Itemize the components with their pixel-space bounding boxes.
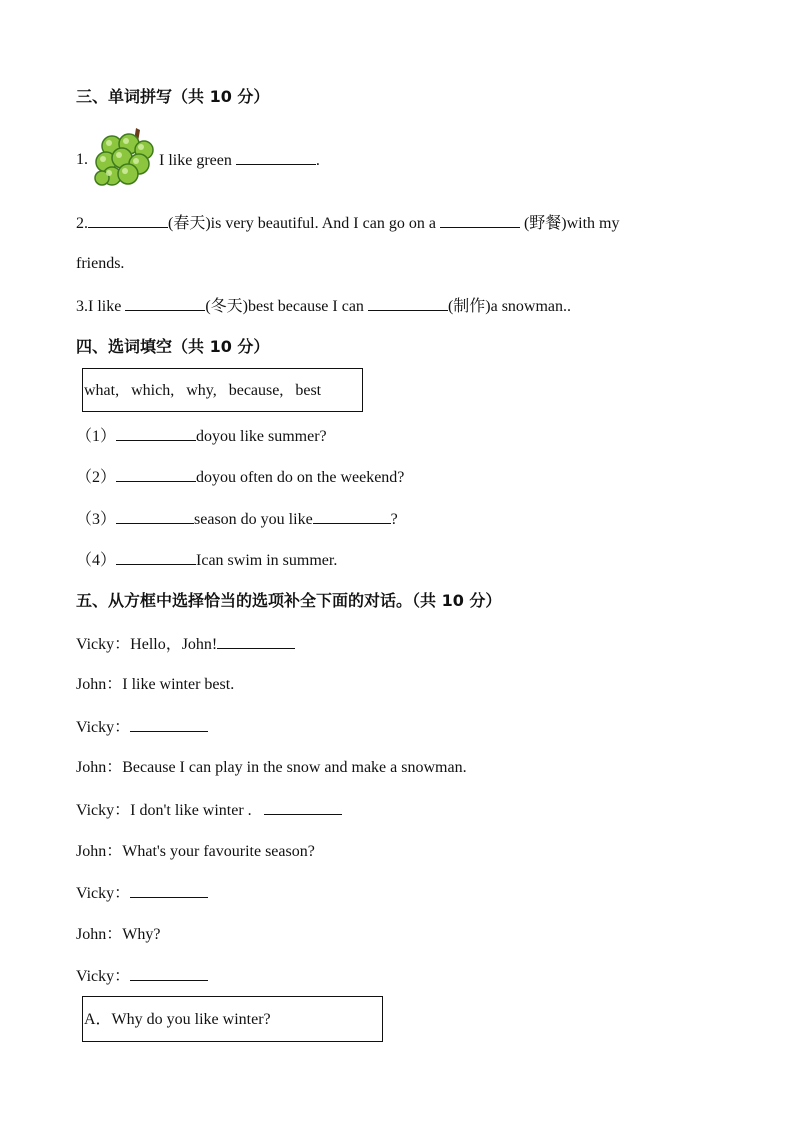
item-number: （2） [76, 469, 117, 486]
question-2-number: 2. [76, 215, 88, 232]
item-text-end: ? [390, 511, 398, 528]
dialog-line-1 [76, 634, 295, 655]
answer-blank[interactable] [130, 717, 208, 732]
speaker-john: John： [76, 676, 123, 693]
answer-blank[interactable] [116, 550, 196, 565]
speaker-vicky: Vicky： [76, 636, 131, 653]
answer-blank[interactable] [264, 800, 342, 815]
green-grapes-image [92, 126, 158, 192]
question-1-end: . [315, 152, 320, 169]
question-3-text-mid: (冬天)best because I can [205, 298, 368, 315]
fill-item-2 [76, 467, 404, 488]
dialog-line-3 [76, 717, 208, 738]
dialog-line-2 [76, 675, 234, 695]
question-2-text: (春天)is very beautiful. And I can go on a [168, 215, 440, 232]
speaker-vicky: Vicky： [76, 719, 131, 736]
question-2-continuation: friends. [76, 255, 125, 272]
answer-blank[interactable] [116, 426, 196, 441]
dialog-line-8 [76, 925, 160, 945]
answer-blank[interactable] [440, 213, 520, 228]
answer-blank[interactable] [236, 150, 316, 165]
question-2 [76, 213, 620, 234]
answer-blank[interactable] [125, 296, 205, 311]
dialog-text: Hello，John! [130, 636, 218, 653]
speaker-john: John： [76, 926, 123, 943]
dialog-line-7 [76, 883, 208, 904]
speaker-john: John： [76, 843, 123, 860]
dialog-line-9 [76, 966, 208, 987]
speaker-john: John： [76, 759, 123, 776]
dialog-text: Why? [122, 926, 161, 943]
item-text: Ican swim in summer. [196, 552, 338, 569]
answer-blank[interactable] [368, 296, 448, 311]
dialog-line-6 [76, 842, 315, 862]
option-a: A．Why do you like winter? [84, 1011, 271, 1028]
question-1-sentence [159, 150, 320, 171]
dialog-text: I don't like winter . [130, 802, 252, 819]
question-2-text-end: (野餐)with my [519, 215, 620, 232]
item-text: doyou like summer? [196, 428, 327, 445]
answer-blank[interactable] [88, 213, 168, 228]
question-3-text: 3.I like [76, 298, 126, 315]
speaker-vicky: Vicky： [76, 802, 131, 819]
section-3-heading: 三、单词拼写（共 10 分） [76, 87, 270, 106]
question-3 [76, 296, 571, 317]
answer-blank[interactable] [116, 509, 194, 524]
question-1-number: 1. [76, 151, 88, 168]
dialog-text: What's your favourite season? [122, 843, 315, 860]
answer-blank[interactable] [217, 634, 295, 649]
word-bank-text: what, which, why, because, best [84, 382, 322, 399]
item-number: （1） [76, 428, 117, 445]
question-3-text-end: (制作)a snowman.. [447, 298, 572, 315]
dialog-text: I like winter best. [122, 676, 235, 693]
dialog-line-4 [76, 758, 467, 778]
answer-blank[interactable] [130, 966, 208, 981]
answer-blank[interactable] [313, 509, 391, 524]
question-1 [76, 150, 88, 170]
fill-item-4 [76, 550, 337, 571]
section-4-heading: 四、选词填空（共 10 分） [76, 337, 270, 356]
speaker-vicky: Vicky： [76, 885, 131, 902]
dialog-text: Because I can play in the snow and make a snowman. [122, 759, 467, 776]
section-5-heading: 五、从方框中选择恰当的选项补全下面的对话。（共 10 分） [76, 591, 502, 610]
dialog-line-5 [76, 800, 342, 821]
item-text: doyou often do on the weekend? [196, 469, 405, 486]
fill-item-3 [76, 509, 398, 530]
speaker-vicky: Vicky： [76, 968, 131, 985]
item-number: （3） [76, 511, 117, 528]
item-number: （4） [76, 552, 117, 569]
question-1-text: I like green [159, 152, 236, 169]
item-text: season do you like [194, 511, 313, 528]
answer-blank[interactable] [130, 883, 208, 898]
fill-item-1 [76, 426, 327, 447]
answer-blank[interactable] [116, 467, 196, 482]
